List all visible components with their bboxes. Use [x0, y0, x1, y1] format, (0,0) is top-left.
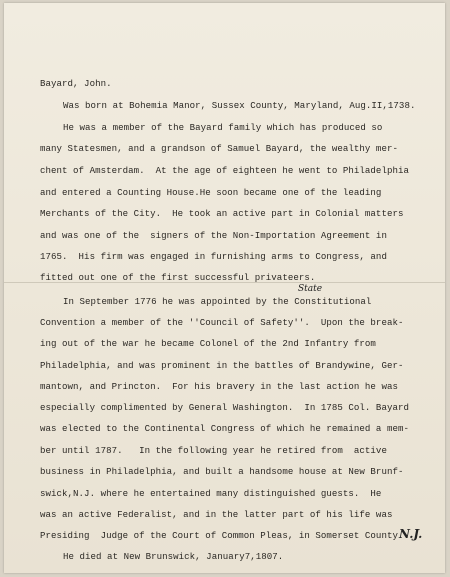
- text-line: Merchants of the City. He took an active part in Colonial matters: [40, 208, 404, 219]
- text-line: He was a member of the Bayard family which has produced so: [63, 122, 383, 133]
- text-line: fitted out one of the first successful privateers.: [40, 272, 316, 283]
- text-line: and was one of the signers of the Non-Importation Agreement in: [40, 230, 387, 241]
- text-line: Was born at Bohemia Manor, Sussex County, Maryland, Aug.II,1738.: [63, 100, 416, 111]
- text-line: He died at New Brunswick, January7,1807.: [63, 551, 284, 562]
- text-line: ber until 1787. In the following year he retired from active: [40, 445, 387, 456]
- handwritten-state-insertion: State: [298, 284, 323, 294]
- heading-name: Bayard, John.: [40, 78, 112, 89]
- text-line: mantown, and Princton. For his bravery in the last action he was: [40, 381, 398, 392]
- text-line: Convention a member of the ''Council of Safety''. Upon the break-: [40, 317, 404, 328]
- text-line: 1765. His firm was engaged in furnishing arms to Congress, and: [40, 251, 387, 262]
- text-line: especially complimented by General Washington. In 1785 Col. Bayard: [40, 402, 409, 413]
- text-line: In September 1776 he was appointed by the Constitutional: [63, 296, 372, 307]
- text-line: Presiding Judge of the Court of Common Pleas, in Somerset County: [40, 530, 398, 541]
- text-line: ing out of the war he became Colonel of the 2nd Infantry from: [40, 338, 376, 349]
- text-line: Philadelphia, and was prominent in the battles of Brandywine, Ger-: [40, 360, 404, 371]
- text-line: many Statesmen, and a grandson of Samuel Bayard, the wealthy mer-: [40, 143, 398, 154]
- text-line: was elected to the Continental Congress of which he remained a mem-: [40, 423, 409, 434]
- handwritten-county-suffix: N.J.: [399, 527, 423, 541]
- text-line: was an active Federalist, and in the latter part of his life was: [40, 509, 393, 520]
- text-line: business in Philadelphia, and built a handsome house at New Brunf-: [40, 466, 404, 477]
- text-line: chent of Amsterdam. At the age of eighteen he went to Philadelphia: [40, 165, 409, 176]
- text-line: swick,N.J. where he entertained many distinguished guests. He: [40, 488, 382, 499]
- text-line: and entered a Counting House.He soon became one of the leading: [40, 187, 382, 198]
